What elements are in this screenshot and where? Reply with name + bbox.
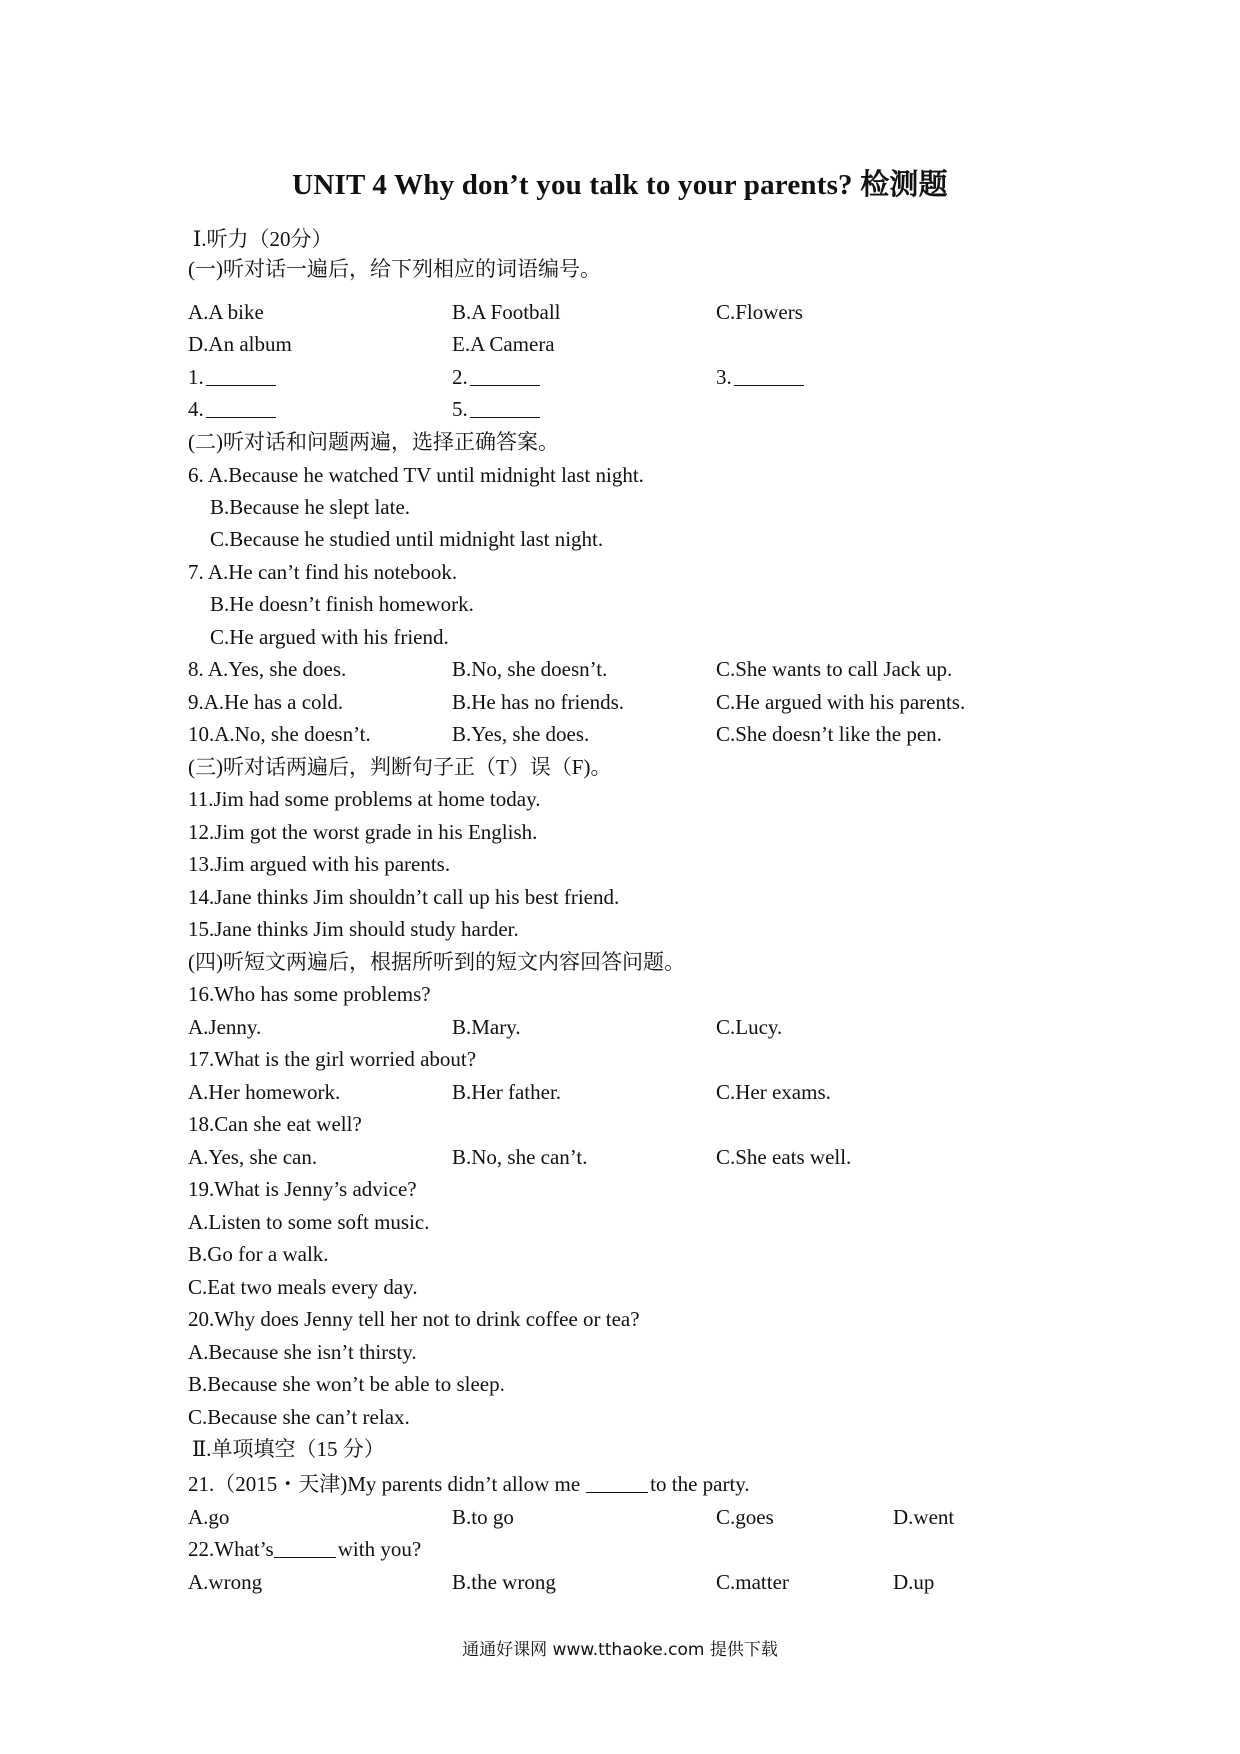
- q8-option-b: B.No, she doesn’t.: [452, 657, 608, 681]
- q21-option-b: B.to go: [452, 1505, 514, 1529]
- answer-blank-2: 2.: [452, 361, 540, 394]
- q19-option-a: A.Listen to some soft music.: [188, 1210, 430, 1234]
- statement-11: 11.Jim had some problems at home today.: [188, 787, 541, 811]
- q20-option-b: B.Because she won’t be able to sleep.: [188, 1372, 505, 1396]
- q18-option-c: C.She eats well.: [716, 1145, 852, 1169]
- q22-option-c: C.matter: [716, 1570, 789, 1594]
- page-footer: 通通好课网 www.tthaoke.com 提供下载: [462, 1640, 778, 1660]
- statement-15: 15.Jane thinks Jim should study harder.: [188, 917, 519, 941]
- q8-option-a: 8. A.Yes, she does.: [188, 657, 347, 681]
- q9-option-a: 9.A.He has a cold.: [188, 690, 344, 714]
- q22-option-a: A.wrong: [188, 1570, 263, 1594]
- option-d: D.An album: [188, 332, 292, 356]
- statement-12: 12.Jim got the worst grade in his English.: [188, 820, 538, 844]
- q20-option-a: A.Because she isn’t thirsty.: [188, 1340, 417, 1364]
- q20-text: 20.Why does Jenny tell her not to drink coffee or tea?: [188, 1307, 640, 1331]
- section-1-heading: Ⅰ.听力（20分）: [193, 227, 333, 251]
- q17-text: 17.What is the girl worried about?: [188, 1047, 477, 1071]
- q17-option-a: A.Her homework.: [188, 1080, 341, 1104]
- option-e: E.A Camera: [452, 332, 555, 356]
- q16-text: 16.Who has some problems?: [188, 982, 431, 1006]
- q18-text: 18.Can she eat well?: [188, 1112, 362, 1136]
- q9-option-b: B.He has no friends.: [452, 690, 625, 714]
- q21-blank: [586, 1470, 648, 1493]
- q19-option-c: C.Eat two meals every day.: [188, 1275, 418, 1299]
- q7-option-b: B.He doesn’t finish homework.: [210, 592, 474, 616]
- q10-option-c: C.She doesn’t like the pen.: [716, 722, 942, 746]
- q16-option-c: C.Lucy.: [716, 1015, 783, 1039]
- q21-option-a: A.go: [188, 1505, 230, 1529]
- q8-option-c: C.She wants to call Jack up.: [716, 657, 953, 681]
- statement-13: 13.Jim argued with his parents.: [188, 852, 451, 876]
- option-a: A.A bike: [188, 300, 264, 324]
- q10-option-b: B.Yes, she does.: [452, 722, 590, 746]
- q16-option-a: A.Jenny.: [188, 1015, 262, 1039]
- q22-option-b: B.the wrong: [452, 1570, 556, 1594]
- q19-option-b: B.Go for a walk.: [188, 1242, 329, 1266]
- answer-blank-3: 3.: [716, 361, 804, 394]
- q6-option-c: C.Because he studied until midnight last night.: [210, 527, 604, 551]
- q20-option-c: C.Because she can’t relax.: [188, 1405, 410, 1429]
- q7-option-a: 7. A.He can’t find his notebook.: [188, 560, 458, 584]
- q18-option-b: B.No, she can’t.: [452, 1145, 588, 1169]
- q21-option-d: D.went: [893, 1505, 955, 1529]
- q22-option-d: D.up: [893, 1570, 935, 1594]
- q21-option-c: C.goes: [716, 1505, 774, 1529]
- option-c: C.Flowers: [716, 300, 803, 324]
- part-3-instruction: (三)听对话两遍后，判断句子正（T）误（F)。: [188, 755, 612, 779]
- q18-option-a: A.Yes, she can.: [188, 1145, 318, 1169]
- q10-option-a: 10.A.No, she doesn’t.: [188, 722, 371, 746]
- q17-option-c: C.Her exams.: [716, 1080, 831, 1104]
- q7-option-c: C.He argued with his friend.: [210, 625, 449, 649]
- part-1-instruction: (一)听对话一遍后，给下列相应的词语编号。: [188, 257, 601, 281]
- q6-option-b: B.Because he slept late.: [210, 495, 411, 519]
- q19-text: 19.What is Jenny’s advice?: [188, 1177, 417, 1201]
- option-b: B.A Football: [452, 300, 561, 324]
- part-4-instruction: (四)听短文两遍后，根据所听到的短文内容回答问题。: [188, 950, 685, 974]
- answer-blank-5: 5.: [452, 393, 540, 426]
- page-title: UNIT 4 Why don’t you talk to your parents? 检测题: [292, 169, 948, 201]
- q9-option-c: C.He argued with his parents.: [716, 690, 966, 714]
- q6-option-a: 6. A.Because he watched TV until midnight last night.: [188, 463, 644, 487]
- statement-14: 14.Jane thinks Jim shouldn’t call up his best friend.: [188, 885, 620, 909]
- part-2-instruction: (二)听对话和问题两遍，选择正确答案。: [188, 430, 559, 454]
- answer-blank-4: 4.: [188, 393, 276, 426]
- q21-text: 21.（2015・天津)My parents didn’t allow me to the party.: [188, 1472, 750, 1496]
- q17-option-b: B.Her father.: [452, 1080, 562, 1104]
- q22-blank: [274, 1535, 336, 1558]
- section-2-heading: Ⅱ.单项填空（15 分）: [192, 1437, 385, 1461]
- answer-blank-1: 1.: [188, 361, 276, 394]
- q22-text: 22.What’s with you?: [188, 1537, 422, 1561]
- q16-option-b: B.Mary.: [452, 1015, 521, 1039]
